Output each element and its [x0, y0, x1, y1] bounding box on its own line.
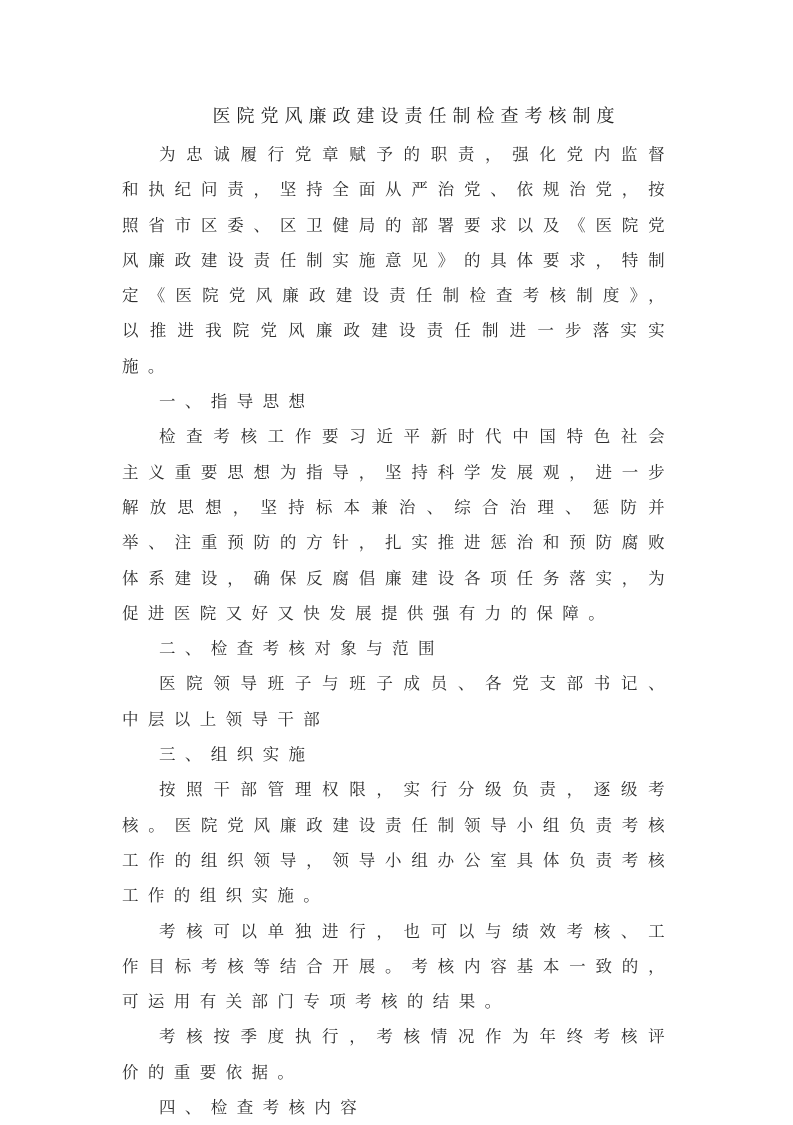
- guiding-ideology-paragraph: 检查考核工作要习近平新时代中国特色社会主义重要思想为指导，坚持科学发展观，进一步解放思想，坚持标本兼治、综合治理、惩防并举、注重预防的方针，扎实推进惩治和预防腐败体系建设，确保反腐倡廉建设各项任务落实，为促进医院又好又快发展提供强有力的保障。: [122, 427, 674, 623]
- implementation-paragraph-2: 考核可以单独进行，也可以与绩效考核、工作目标考核等结合开展。考核内容基本一致的，可运用有关部门专项考核的结果。: [122, 921, 674, 1012]
- document-title: 医院党风廉政建设责任制检查考核制度: [212, 106, 621, 127]
- document-body: [122, 137, 674, 1125]
- scope-paragraph: 医院领导班子与班子成员、各党支部书记、中层以上领导干部: [122, 674, 674, 729]
- implementation-paragraph-3: 考核按季度执行，考核情况作为年终考核评价的重要依据。: [122, 1027, 674, 1082]
- section-heading-content: 四、检查考核内容: [159, 1098, 367, 1118]
- section-heading-implementation: 三、组织实施: [159, 745, 315, 765]
- intro-paragraph: 为忠诚履行党章赋予的职责，强化党内监督和执纪问责，坚持全面从严治党、依规治党，按照省市区委、区卫健局的部署要求以及《医院党风廉政建设责任制实施意见》的具体要求，特制定《医院党风廉政建设责任制检查考核制度》，以推进我院党风廉政建设责任制进一步落实实施。: [122, 145, 674, 376]
- section-heading-guiding-ideology: 一、指导思想: [159, 392, 315, 412]
- implementation-paragraph-1: 按照干部管理权限，实行分级负责，逐级考核。医院党风廉政建设责任制领导小组负责考核工作的组织领导，领导小组办公室具体负责考核工作的组织实施。: [122, 780, 674, 906]
- section-heading-scope: 二、检查考核对象与范围: [159, 639, 444, 659]
